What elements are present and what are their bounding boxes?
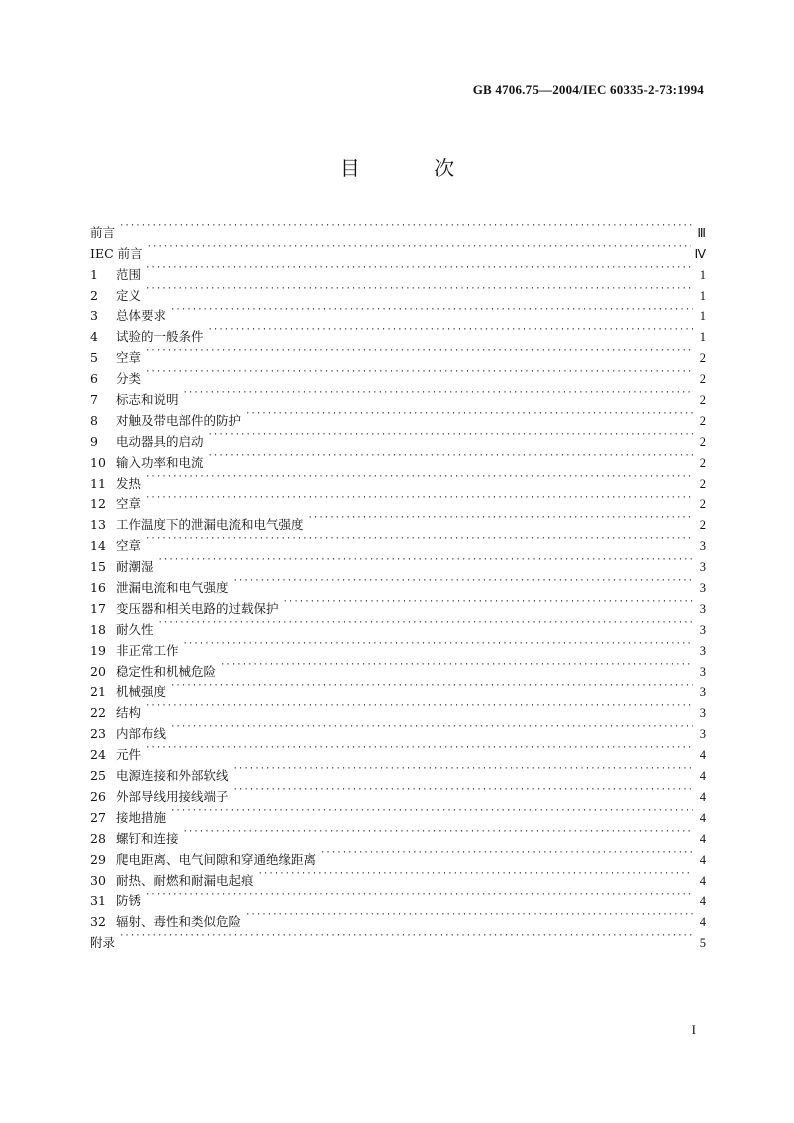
toc-entry-label: 发热 [116,475,142,491]
toc-entry[interactable] [90,279,706,303]
toc-leader-dots [145,488,693,509]
toc-entry-label: 范围 [116,266,142,282]
toc-entry[interactable] [90,634,706,658]
toc-entry-label: 分类 [116,371,142,387]
toc-leader-dots [119,216,693,237]
toc-entry-page: 3 [699,622,706,637]
toc-leader-dots [170,676,693,697]
toc-entry-page: 2 [699,497,706,512]
toc-entry[interactable] [90,717,706,742]
toc-entry-label: 前言 [90,224,116,240]
toc-entry-page: 3 [699,643,706,658]
toc-entry-label: 泄漏电流和电气强度 [116,580,229,596]
toc-entry-label: 标志和说明 [116,392,179,408]
toc-leader-dots [283,592,693,613]
toc-entry-label: 试验的一般条件 [116,329,204,345]
toc-entry-page: 4 [699,852,706,867]
toc-entry-page: Ⅲ [697,225,706,240]
toc-leader-dots [308,508,693,529]
toc-entry-number: 2 [90,287,98,303]
toc-entry[interactable] [90,320,706,345]
toc-leader-dots [233,571,693,592]
toc-leader-dots [145,279,693,300]
toc-entry-number: 26 [90,788,106,804]
standard-code-header: GB 4706.75—2004/IEC 60335-2-73:1994 [472,82,704,97]
toc-entry-number: 24 [90,747,106,763]
toc-entry-label: 防锈 [116,893,142,909]
toc-entry[interactable] [90,300,706,324]
page-number: I [691,1022,696,1037]
toc-entry-page: 3 [699,727,706,742]
toc-entry-label: 空章 [116,350,142,366]
toc-entry-page: Ⅳ [694,246,706,261]
toc-entry-number: 8 [90,412,98,428]
toc-entry[interactable] [90,362,706,387]
toc-leader-dots [145,738,693,759]
toc-entry-number: 16 [90,580,106,596]
toc-entry[interactable] [90,759,706,784]
toc-leader-dots [145,258,693,279]
toc-entry-number: 30 [90,872,106,888]
toc-entry-number: 22 [90,705,106,721]
toc-entry-number: 14 [90,538,106,554]
toc-entry-page: 2 [699,518,706,533]
toc-entry[interactable] [90,571,706,596]
toc-entry-label: 变压器和相关电路的过载保护 [116,600,279,616]
toc-entry-page: 3 [699,560,706,575]
toc-entry-label: 结构 [116,705,142,721]
toc-entry-number: 23 [90,726,106,742]
toc-leader-dots [233,759,693,780]
toc-entry[interactable] [90,822,706,846]
toc-entry[interactable] [90,383,706,408]
toc-entry-number: 19 [90,642,106,658]
toc-entry-label: 总体要求 [116,308,167,324]
toc-entry-number: 25 [90,768,106,784]
toc-entry-number: 18 [90,621,106,637]
toc-entry-number: 12 [90,496,106,512]
toc-entry-label: 稳定性和机械危险 [116,663,217,679]
toc-entry[interactable] [90,258,706,282]
toc-entry-page: 4 [699,789,706,804]
toc-entry-number: 5 [90,350,98,366]
toc-entry[interactable] [90,613,706,637]
toc-entry[interactable] [90,341,706,366]
toc-leader-dots [170,717,693,738]
toc-entry-label: 工作温度下的泄漏电流和电气强度 [116,517,304,533]
toc-entry[interactable] [90,488,706,512]
toc-leader-dots [208,425,693,446]
toc-leader-dots [145,529,693,550]
toc-entry-label: 螺钉和连接 [116,830,179,846]
toc-entry-number: 11 [90,475,106,491]
toc-entry-page: 3 [699,685,706,700]
toc-entry-label: 对触及带电部件的防护 [116,412,242,428]
toc-entry-label: 元件 [116,747,142,763]
toc-entry[interactable] [90,237,706,261]
toc-entry[interactable] [90,696,706,721]
toc-entry-page: 4 [699,915,706,930]
toc-leader-dots [158,550,693,571]
toc-entry-label: 耐潮湿 [116,559,154,575]
toc-entry-label: 非正常工作 [116,642,179,658]
page-title: 目 次 [339,156,489,180]
toc-leader-dots [183,383,693,404]
toc-entry-label: 电动器具的启动 [116,433,204,449]
toc-entry-page: 3 [699,601,706,616]
toc-entry[interactable] [90,676,706,700]
toc-entry-number: 15 [90,559,106,575]
toc-entry-label: 空章 [116,538,142,554]
toc-entry-number: 4 [90,329,98,345]
toc-entry-page: 1 [699,267,706,282]
toc-leader-dots [158,613,693,634]
toc-entry-page: 4 [699,873,706,888]
toc-entry-number: 28 [90,830,106,846]
toc-entry-label: 机械强度 [116,684,167,700]
toc-entry-page: 4 [699,831,706,846]
toc-entry[interactable] [90,926,706,951]
toc-leader-dots [258,864,693,885]
toc-entry-label: 定义 [116,287,142,303]
toc-entry-page: 3 [699,664,706,679]
toc-leader-dots [183,822,693,843]
toc-entry-number: 32 [90,914,106,930]
toc-entry-number: 7 [90,392,98,408]
toc-leader-dots [145,362,693,383]
toc-entry-page: 3 [699,539,706,554]
toc-leader-dots [145,467,693,488]
toc-entry-page: 4 [699,810,706,825]
toc-entry[interactable] [90,801,706,825]
toc-entry-number: 9 [90,433,98,449]
toc-entry-number: 1 [90,266,98,282]
toc-entry-label: 爬电距离、电气间隙和穿通绝缘距离 [116,851,317,867]
toc-entry-number: 3 [90,308,98,324]
toc-entry-number: 27 [90,809,106,825]
toc-entry-label: 接地措施 [116,809,167,825]
toc-leader-dots [170,300,693,321]
toc-leader-dots [145,885,693,906]
toc-leader-dots [245,404,693,425]
toc-entry-page: 1 [699,330,706,345]
toc-leader-dots [145,696,693,717]
toc-entry-label: 耐久性 [116,621,154,637]
toc-entry[interactable] [90,905,706,930]
toc-entry-page: 1 [699,288,706,303]
toc-entry[interactable] [90,216,706,240]
toc-entry-page: 2 [699,351,706,366]
toc-leader-dots [320,843,693,864]
toc-entry[interactable] [90,508,706,533]
toc-entry[interactable] [90,467,706,491]
toc-entry-label: 耐热、耐燃和耐漏电起痕 [116,872,254,888]
toc-entry-page: 2 [699,476,706,491]
toc-entry-label: IEC 前言 [90,245,143,261]
toc-entry-number: 20 [90,663,106,679]
toc-entry-page: 4 [699,769,706,784]
toc-entry-number: 31 [90,893,106,909]
toc-entry-label: 辐射、毒性和类似危险 [116,914,242,930]
toc-entry-page: 5 [699,936,706,951]
toc-entry-number: 17 [90,600,106,616]
toc-entry-page: 2 [699,372,706,387]
toc-entry-page: 4 [699,894,706,909]
toc-entry-page: 2 [699,434,706,449]
toc-entry-page: 2 [699,413,706,428]
toc-entry-label: 电源连接和外部软线 [116,768,229,784]
toc-entry-page: 3 [699,581,706,596]
toc-entry-label: 输入功率和电流 [116,454,204,470]
toc-entry-label: 内部布线 [116,726,167,742]
toc-entry-label: 空章 [116,496,142,512]
toc-leader-dots [119,926,693,947]
toc-leader-dots [220,655,693,676]
toc-entry-number: 29 [90,851,106,867]
toc-entry-page: 1 [699,309,706,324]
toc-leader-dots [170,801,693,822]
toc-entry[interactable] [90,550,706,575]
toc-entry-page: 2 [699,455,706,470]
toc-entry[interactable] [90,738,706,763]
toc-entry-label: 外部导线用接线端子 [116,788,229,804]
toc-leader-dots [145,341,693,362]
table-of-contents [90,216,706,951]
toc-leader-dots [147,237,692,258]
toc-entry-number: 13 [90,517,106,533]
toc-entry-page: 4 [699,748,706,763]
toc-entry-page: 3 [699,706,706,721]
toc-entry-number: 10 [90,454,106,470]
toc-leader-dots [208,320,693,341]
toc-leader-dots [183,634,693,655]
toc-leader-dots [245,905,693,926]
toc-leader-dots [233,780,693,801]
toc-entry[interactable] [90,885,706,909]
toc-entry-label: 附录 [90,935,116,951]
toc-leader-dots [208,446,693,467]
toc-entry[interactable] [90,529,706,554]
toc-entry-number: 21 [90,684,106,700]
toc-entry-page: 2 [699,393,706,408]
toc-entry-number: 6 [90,371,98,387]
